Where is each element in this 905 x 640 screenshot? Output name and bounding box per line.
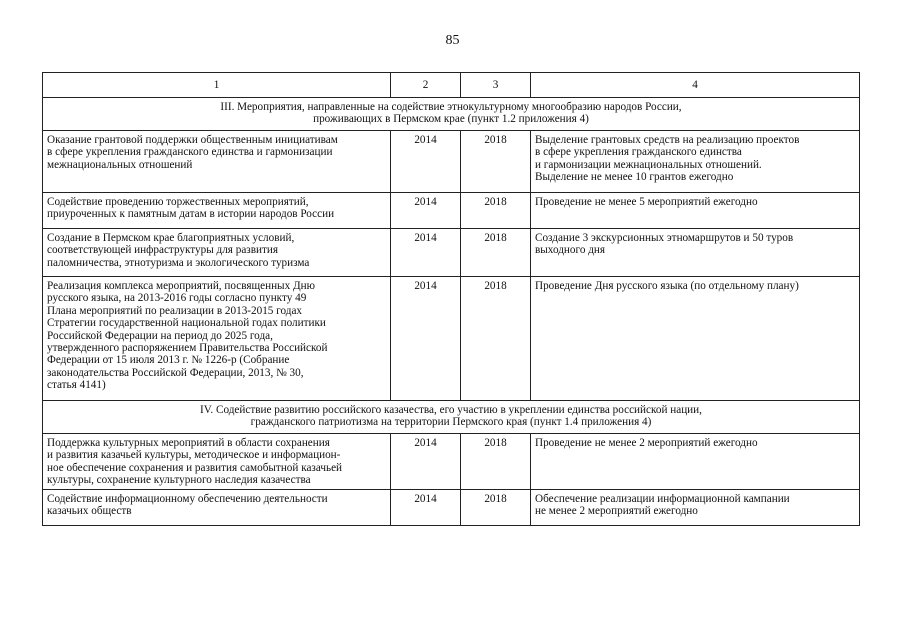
table-header-row bbox=[43, 73, 860, 98]
row-description: Поддержка культурных мероприятий в области сохранения и развития казачьей культуры, методическое и информацион- ное обеспечение сохранения и развития самобытной казачьей культуры, сохранение культурного наследия казачества bbox=[43, 434, 391, 490]
row-description: Создание в Пермском крае благоприятных условий, соответствующей инфраструктуры для развития паломничества, этнотуризма и экологического туризма bbox=[43, 229, 391, 277]
measures-table bbox=[42, 72, 860, 526]
row-description: Реализация комплекса мероприятий, посвященных Дню русского языка, на 2013-2016 годы согласно пункту 49 Плана мероприятий по реализации в 2013-2015 годах Стратегии государственной национальной годах политики Российской Федерации на период до 2025 года, утвержденного распоряжением Правительства Российской Федерации от 15 июля 2013 г. № 1226-р (Собрание законодательства Российской Федерации, 2013, № 30, статья 4141) bbox=[43, 277, 391, 401]
section-title-line: III. Мероприятия, направленные на содействие этнокультурному многообразию народов России, bbox=[220, 101, 682, 113]
row-result: Обеспечение реализации информационной кампании не менее 2 мероприятий ежегодно bbox=[531, 490, 860, 526]
section-title-line: проживающих в Пермском крае (пункт 1.2 приложения 4) bbox=[313, 113, 589, 126]
header-col-2: 2 bbox=[391, 73, 461, 98]
row-result: Проведение Дня русского языка (по отдельному плану) bbox=[531, 277, 860, 401]
row-end-year: 2018 bbox=[461, 277, 531, 401]
section-title bbox=[43, 98, 860, 131]
row-end-year: 2018 bbox=[461, 193, 531, 229]
row-result: Проведение не менее 2 мероприятий ежегодно bbox=[531, 434, 860, 490]
table-row bbox=[43, 229, 860, 277]
row-result: Проведение не менее 5 мероприятий ежегодно bbox=[531, 193, 860, 229]
table-row bbox=[43, 490, 860, 526]
row-start-year: 2014 bbox=[391, 193, 461, 229]
table-row bbox=[43, 193, 860, 229]
row-start-year: 2014 bbox=[391, 131, 461, 193]
section-title bbox=[43, 401, 860, 434]
section-title-row bbox=[43, 401, 860, 434]
header-col-3: 3 bbox=[461, 73, 531, 98]
row-end-year: 2018 bbox=[461, 434, 531, 490]
row-start-year: 2014 bbox=[391, 277, 461, 401]
row-description: Содействие проведению торжественных мероприятий, приуроченных к памятным датам в истории народов России bbox=[43, 193, 391, 229]
row-description: Содействие информационному обеспечению деятельности казачьих обществ bbox=[43, 490, 391, 526]
header-col-4: 4 bbox=[531, 73, 860, 98]
section-title-line: IV. Содействие развитию российского казачества, его участию в укреплении единства российской нации, bbox=[200, 404, 702, 416]
section-title-row bbox=[43, 98, 860, 131]
row-result: Создание 3 экскурсионных этномаршрутов и 50 туров выходного дня bbox=[531, 229, 860, 277]
row-end-year: 2018 bbox=[461, 131, 531, 193]
header-col-1: 1 bbox=[43, 73, 391, 98]
row-start-year: 2014 bbox=[391, 490, 461, 526]
row-result: Выделение грантовых средств на реализацию проектов в сфере укрепления гражданского единства и гармонизации межнациональных отношений. Выделение не менее 10 грантов ежегодно bbox=[531, 131, 860, 193]
table-row bbox=[43, 131, 860, 193]
section-title-line: гражданского патриотизма на территории Пермского края (пункт 1.4 приложения 4) bbox=[250, 416, 652, 429]
row-start-year: 2014 bbox=[391, 229, 461, 277]
row-description: Оказание грантовой поддержки общественным инициативам в сфере укрепления гражданского единства и гармонизации межнациональных отношений bbox=[43, 131, 391, 193]
page-number: 85 bbox=[445, 33, 460, 48]
table-row bbox=[43, 277, 860, 401]
row-end-year: 2018 bbox=[461, 490, 531, 526]
row-end-year: 2018 bbox=[461, 229, 531, 277]
row-start-year: 2014 bbox=[391, 434, 461, 490]
table-row bbox=[43, 434, 860, 490]
